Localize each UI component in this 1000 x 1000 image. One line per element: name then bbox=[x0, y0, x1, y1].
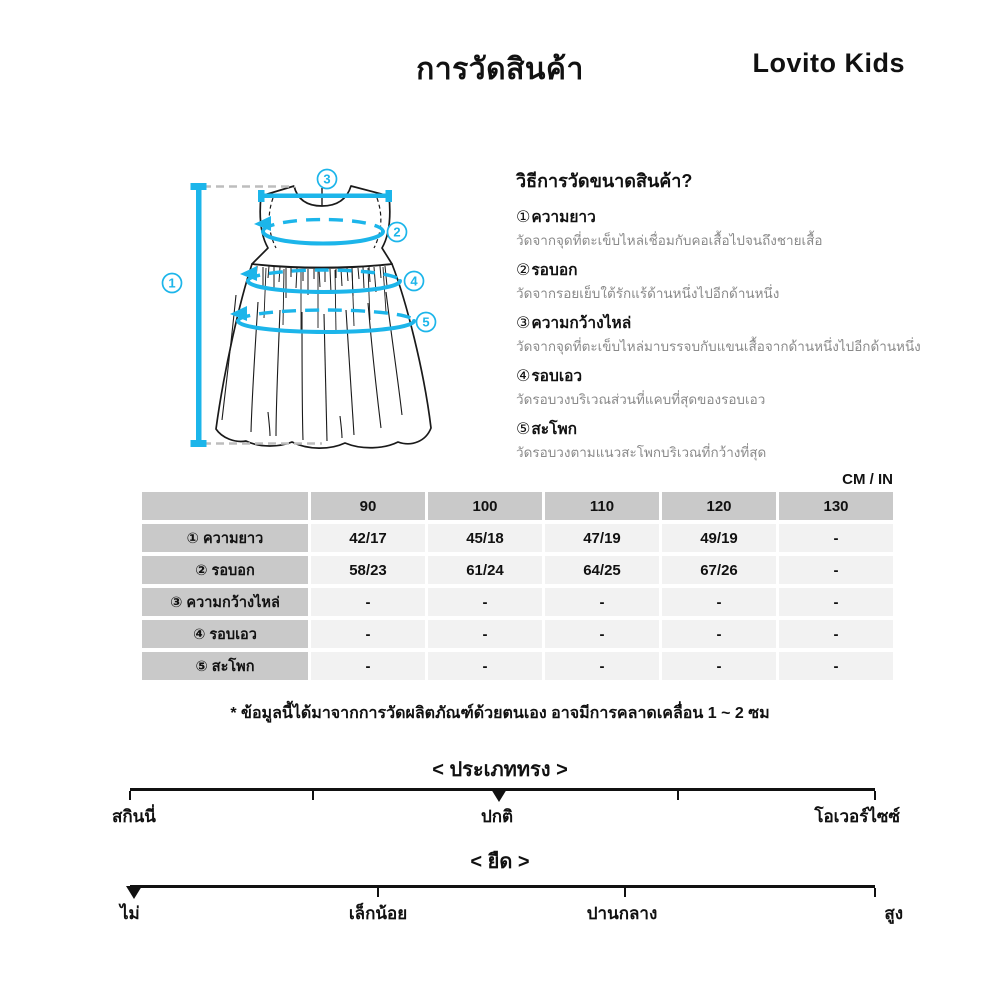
brand-logo: Lovito Kids bbox=[752, 48, 905, 78]
fit-label-oversize: โอเวอร์ไซซ์ bbox=[814, 807, 900, 826]
scale-tick bbox=[624, 888, 626, 897]
marker-2-badge bbox=[388, 223, 407, 242]
table-cell: - bbox=[311, 588, 425, 616]
fit-type-section bbox=[0, 753, 1000, 845]
fit-type-marker bbox=[491, 789, 507, 802]
marker-5-badge bbox=[417, 313, 436, 332]
table-cell: - bbox=[545, 620, 659, 648]
size-table bbox=[142, 492, 893, 680]
table-cell: - bbox=[779, 588, 893, 616]
table-cell: - bbox=[428, 620, 542, 648]
fit-type-title: < ประเภททรง > bbox=[432, 759, 568, 781]
table-cell: - bbox=[779, 556, 893, 584]
svg-text:5: 5 bbox=[422, 314, 430, 330]
table-cell: - bbox=[545, 588, 659, 616]
stretch-label-medium: ปานกลาง bbox=[586, 904, 658, 923]
stretch-marker bbox=[126, 886, 142, 899]
scale-tick bbox=[874, 888, 876, 897]
fit-label-regular: ปกติ bbox=[480, 807, 514, 826]
measurement-tolerance-note: * ข้อมูลนี้ได้มาจากการวัดผลิตภัณฑ์ด้วยตนเอง อาจมีการคลาดเคลื่อน 1 ~ 2 ซม bbox=[230, 705, 770, 722]
instruction-num-3: ③ bbox=[516, 315, 531, 332]
instruction-desc-3: วัดจากจุดที่ตะเข็บไหล่มาบรรจบกับแขนเสื้อจากด้านหนึ่งไปอีกด้านหนึ่ง bbox=[516, 339, 921, 354]
table-col-header: 130 bbox=[779, 492, 893, 520]
instruction-desc-5: วัดรอบวงตามแนวสะโพกบริเวณที่กว้างที่สุด bbox=[516, 445, 767, 460]
stretch-label-slight: เล็กน้อย bbox=[348, 904, 408, 923]
marker-4-badge bbox=[405, 272, 424, 291]
stretch-scale bbox=[130, 885, 875, 888]
table-col-header: 120 bbox=[662, 492, 776, 520]
instructions-heading: วิธีการวัดขนาดสินค้า? bbox=[516, 171, 693, 191]
table-corner-cell bbox=[142, 492, 308, 520]
instruction-desc-4: วัดรอบวงบริเวณส่วนที่แคบที่สุดของรอบเอว bbox=[516, 392, 766, 407]
table-col-header: 110 bbox=[545, 492, 659, 520]
table-row-label: ⑤ สะโพก bbox=[142, 652, 308, 680]
scale-tick bbox=[874, 791, 876, 800]
instruction-term-3: ③ความกว้างไหล่ bbox=[516, 315, 632, 332]
table-cell: - bbox=[311, 620, 425, 648]
scale-tick bbox=[129, 791, 131, 800]
svg-text:2: 2 bbox=[393, 224, 401, 240]
scale-tick bbox=[677, 791, 679, 800]
stretch-section bbox=[0, 845, 1000, 937]
page-title: การวัดสินค้า bbox=[416, 53, 584, 86]
table-row-label: ① ความยาว bbox=[142, 524, 308, 552]
svg-text:3: 3 bbox=[323, 171, 331, 187]
table-cell: - bbox=[779, 652, 893, 680]
stretch-label-none: ไม่ bbox=[120, 904, 140, 923]
table-cell: 67/26 bbox=[662, 556, 776, 584]
table-col-header: 100 bbox=[428, 492, 542, 520]
table-cell: - bbox=[662, 652, 776, 680]
table-cell: - bbox=[545, 652, 659, 680]
stretch-title: < ยืด > bbox=[470, 851, 530, 873]
table-cell: - bbox=[662, 588, 776, 616]
table-row-label: ④ รอบเอว bbox=[142, 620, 308, 648]
scale-tick bbox=[312, 791, 314, 800]
table-col-header: 90 bbox=[311, 492, 425, 520]
table-cell: 49/19 bbox=[662, 524, 776, 552]
marker-3-badge bbox=[318, 170, 337, 189]
table-cell: 45/18 bbox=[428, 524, 542, 552]
dress-bodice bbox=[252, 186, 392, 268]
instruction-desc-1: วัดจากจุดที่ตะเข็บไหล่เชื่อมกับคอเสื้อไปจนถึงชายเสื้อ bbox=[516, 233, 823, 248]
instruction-num-2: ② bbox=[516, 262, 531, 279]
instruction-num-1: ① bbox=[516, 209, 531, 226]
table-cell: - bbox=[779, 620, 893, 648]
table-cell: - bbox=[311, 652, 425, 680]
instruction-desc-2: วัดจากรอยเย็บใต้รักแร้ด้านหนึ่งไปอีกด้านหนึ่ง bbox=[516, 286, 780, 301]
scale-tick bbox=[377, 888, 379, 897]
table-cell: 47/19 bbox=[545, 524, 659, 552]
instruction-term-1: ①ความยาว bbox=[516, 209, 596, 226]
svg-text:4: 4 bbox=[410, 273, 418, 289]
table-row-label: ③ ความกว้างไหล่ bbox=[142, 588, 308, 616]
instruction-num-5: ⑤ bbox=[516, 421, 531, 438]
table-cell: 64/25 bbox=[545, 556, 659, 584]
table-cell: - bbox=[428, 652, 542, 680]
fit-label-skinny: สกินนี่ bbox=[112, 807, 156, 826]
instruction-num-4: ④ bbox=[516, 368, 531, 385]
table-cell: - bbox=[779, 524, 893, 552]
table-cell: - bbox=[662, 620, 776, 648]
fit-type-scale bbox=[130, 788, 875, 791]
table-cell: - bbox=[428, 588, 542, 616]
dress-measurement-diagram bbox=[140, 160, 460, 470]
instruction-term-4: ④รอบเอว bbox=[516, 368, 583, 385]
table-row-label: ② รอบอก bbox=[142, 556, 308, 584]
table-cell: 61/24 bbox=[428, 556, 542, 584]
svg-text:1: 1 bbox=[168, 275, 176, 291]
units-label: CM / IN bbox=[842, 471, 893, 488]
stretch-label-high: สูง bbox=[884, 904, 903, 923]
table-cell: 58/23 bbox=[311, 556, 425, 584]
marker-1-badge bbox=[163, 274, 182, 293]
instruction-term-5: ⑤สะโพก bbox=[516, 421, 578, 438]
instruction-term-2: ②รอบอก bbox=[516, 262, 578, 279]
measure-instructions bbox=[516, 166, 946, 462]
table-cell: 42/17 bbox=[311, 524, 425, 552]
